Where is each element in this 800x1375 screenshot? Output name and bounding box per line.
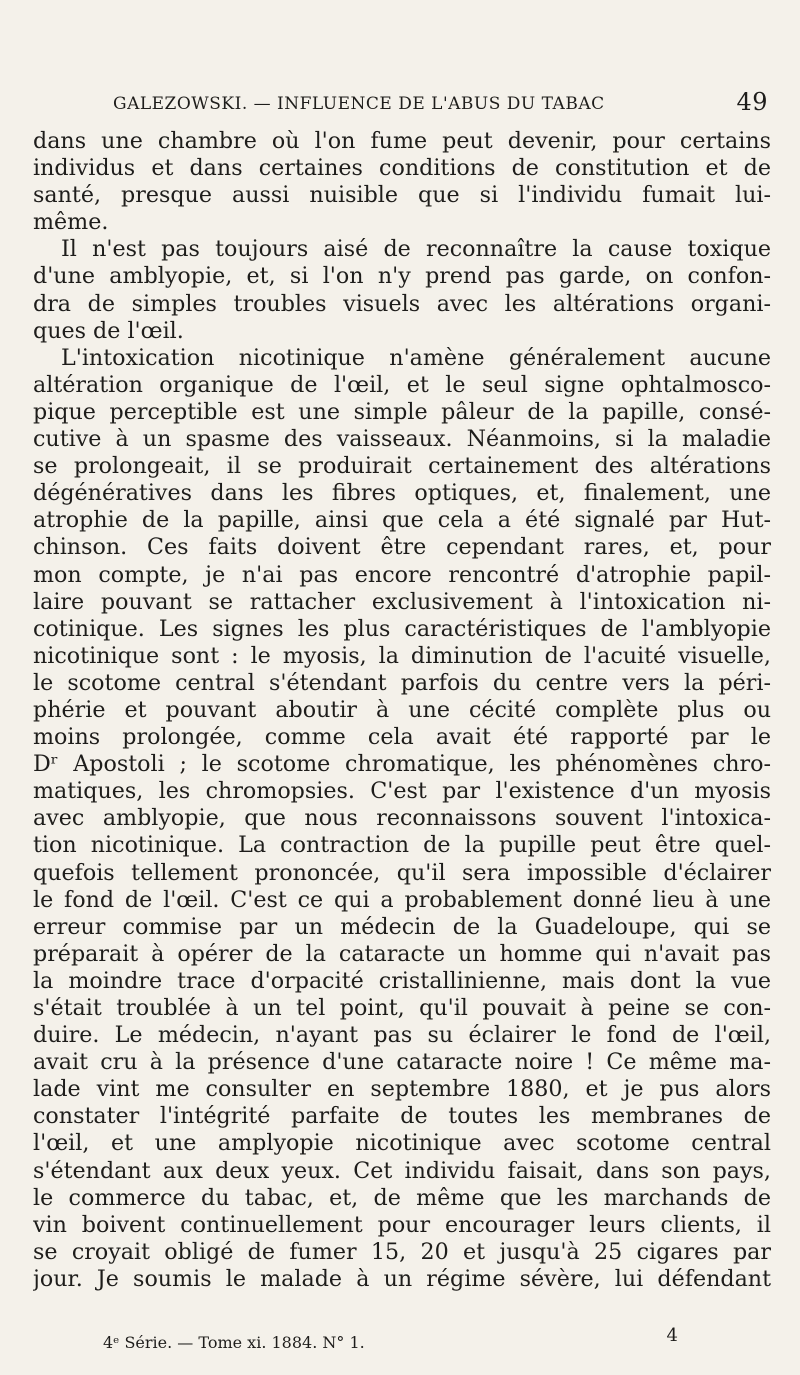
text-line: mon compte, je n'ai pas encore rencontré d'atrophie papil- xyxy=(33,561,771,588)
text-line: Dʳ Apostoli ; le scotome chromatique, les phénomènes chro- xyxy=(33,751,771,778)
text-line: le fond de l'œil. C'est ce qui a probablement donné lieu à une xyxy=(33,886,771,913)
text-line: matiques, les chromopsies. C'est par l'existence d'un myosis xyxy=(33,778,771,805)
text-line: la moindre trace d'orpacité cristallinienne, mais dont la vue xyxy=(33,967,771,994)
volume-signature: 4ᵉ Série. — Tome xi. 1884. N° 1. xyxy=(103,1333,365,1352)
text-line: santé, presque aussi nuisible que si l'individu fumait lui- xyxy=(33,182,771,209)
text-line: moins prolongée, comme cela avait été rapporté par le xyxy=(33,724,771,751)
text-line: laire pouvant se rattacher exclusivement à l'intoxication ni- xyxy=(33,588,771,615)
text-line: constater l'intégrité parfaite de toutes les membranes de xyxy=(33,1103,771,1130)
text-line: dra de simples troubles visuels avec les altérations organi- xyxy=(33,290,771,317)
text-line: s'étendant aux deux yeux. Cet individu faisait, dans son pays, xyxy=(33,1157,771,1184)
text-line: quefois tellement prononcée, qu'il sera impossible d'éclairer xyxy=(33,859,771,886)
text-line: dans une chambre où l'on fume peut devenir, pour certains xyxy=(33,128,771,154)
text-line: altération organique de l'œil, et le seul signe ophtalmosco- xyxy=(33,371,771,398)
page-footer xyxy=(103,1325,678,1363)
text-line: vin boivent continuellement pour encourager leurs clients, il xyxy=(33,1211,771,1238)
text-line: d'une amblyopie, et, si l'on n'y prend pas garde, on confon- xyxy=(33,263,771,290)
text-line: préparait à opérer de la cataracte un homme qui n'avait pas xyxy=(33,940,771,967)
page-number: 49 xyxy=(736,88,768,116)
text-line: se croyait obligé de fumer 15, 20 et jusqu'à 25 cigares par xyxy=(33,1238,771,1265)
text-line: dégénératives dans les fibres optiques, et, finalement, une xyxy=(33,480,771,507)
text-line: pique perceptible est une simple pâleur de la papille, consé- xyxy=(33,398,771,425)
running-header xyxy=(113,90,768,120)
body-text xyxy=(33,128,771,1293)
text-line: tion nicotinique. La contraction de la pupille peut être quel- xyxy=(33,832,771,859)
text-line: lade vint me consulter en septembre 1880, et je pus alors xyxy=(33,1076,771,1103)
text-line: ques de l'œil. xyxy=(33,317,184,344)
text-line: jour. Je soumis le malade à un régime sévère, lui défendant xyxy=(33,1265,771,1292)
text-line: même. xyxy=(33,209,109,236)
text-line: le commerce du tabac, et, de même que les marchands de xyxy=(33,1184,771,1211)
text-line: cutive à un spasme des vaisseaux. Néanmoins, si la maladie xyxy=(33,426,771,453)
text-line: erreur commise par un médecin de la Guadeloupe, qui se xyxy=(33,913,771,940)
text-line: L'intoxication nicotinique n'amène généralement aucune xyxy=(61,344,771,371)
text-line: nicotinique sont : le myosis, la diminution de l'acuité visuelle, xyxy=(33,642,771,669)
text-line: le scotome central s'étendant parfois du centre vers la péri- xyxy=(33,669,771,696)
text-line: l'œil, et une amplyopie nicotinique avec scotome central xyxy=(33,1130,771,1157)
text-line: individus et dans certaines conditions de constitution et de xyxy=(33,155,771,182)
text-line: chinson. Ces faits doivent être cependant rares, et, pour xyxy=(33,534,771,561)
text-line: avec amblyopie, que nous reconnaissons souvent l'intoxica- xyxy=(33,805,771,832)
sheet-number: 4 xyxy=(666,1325,678,1346)
running-title: GALEZOWSKI. — INFLUENCE DE L'ABUS DU TABAC xyxy=(113,94,605,114)
text-line: avait cru à la présence d'une cataracte noire ! Ce même ma- xyxy=(33,1049,771,1076)
text-line: phérie et pouvant aboutir à une cécité complète plus ou xyxy=(33,696,771,723)
text-line: se prolongeait, il se produirait certainement des altérations xyxy=(33,453,771,480)
text-line: Il n'est pas toujours aisé de reconnaître la cause toxique xyxy=(61,236,771,263)
text-line: duire. Le médecin, n'ayant pas su éclairer le fond de l'œil, xyxy=(33,1022,771,1049)
text-line: s'était troublée à un tel point, qu'il pouvait à peine se con- xyxy=(33,995,771,1021)
text-line: atrophie de la papille, ainsi que cela a été signalé par Hut- xyxy=(33,507,771,534)
text-line: cotinique. Les signes les plus caractéristiques de l'amblyopie xyxy=(33,615,771,642)
